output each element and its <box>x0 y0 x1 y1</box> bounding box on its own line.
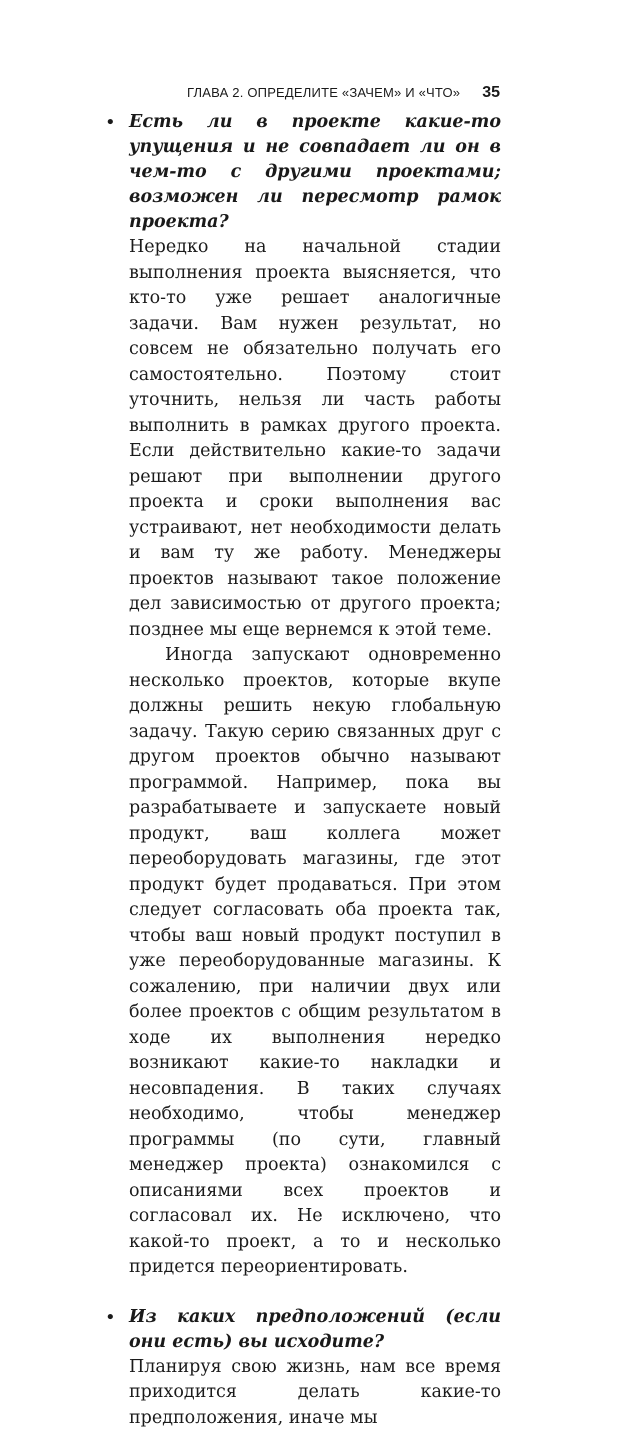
page-number: 35 <box>482 84 500 102</box>
chapter-title: ГЛАВА 2. ОПРЕДЕЛИТЕ «ЗАЧЕМ» И «ЧТО» <box>187 85 460 100</box>
section-spacer <box>129 1281 501 1305</box>
question-block-assumptions <box>129 1305 501 1431</box>
question-heading: Есть ли в проекте какие-то упущения и не совпадает ли он в чем-то с другими проектами; возможен ли пересмотр рамок проекта? <box>129 110 501 235</box>
question-heading: Из каких предположений (если они есть) вы исходите? <box>129 1305 501 1355</box>
body-paragraph: Иногда запускают одновременно несколько проектов, которые вкупе должны решить некую глобальную задачу. Такую серию связанных друг с другом проектов обычно называют программой. Например, пока вы разрабатываете и запускаете новый продукт, ваш коллега может переоборудовать магазины, где этот продукт будет продаваться. При этом следует согласовать оба проекта так, чтобы ваш новый продукт поступил в уже переоборудованные магазины. К сожалению, при наличии двух или более проектов с общим результатом в ходе их выполнения нередко возникают какие-то накладки и несовпадения. В таких случаях необходимо, чтобы менеджер программы (по сути, главный менеджер проекта) ознакомился с описаниями всех проектов и согласовал их. Не исключено, что какой-то проект, а то и несколько придется переориентировать. <box>129 643 501 1281</box>
body-paragraph: Планируя свою жизнь, нам все время приходится делать какие-то предположения, иначе мы <box>129 1355 501 1431</box>
bullet-marker: • <box>105 1305 116 1330</box>
page-content <box>129 110 501 1431</box>
running-head <box>130 84 500 106</box>
question-block-scope <box>129 110 501 1281</box>
body-paragraph: Нередко на начальной стадии выполнения проекта выясняется, что кто-то уже решает аналогичные задачи. Вам нужен результат, но совсем не обязательно получать его самостоятельно. Поэтому стоит уточнить, нельзя ли часть работы выполнить в рамках другого проекта. Если действительно какие-то задачи решают при выполнении другого проекта и сроки выполнения вас устраивают, нет необходимости делать и вам ту же работу. Менеджеры проектов называют такое положение дел зависимостью от другого проекта; позднее мы еще вернемся к этой теме. <box>129 235 501 643</box>
bullet-marker: • <box>105 110 116 135</box>
